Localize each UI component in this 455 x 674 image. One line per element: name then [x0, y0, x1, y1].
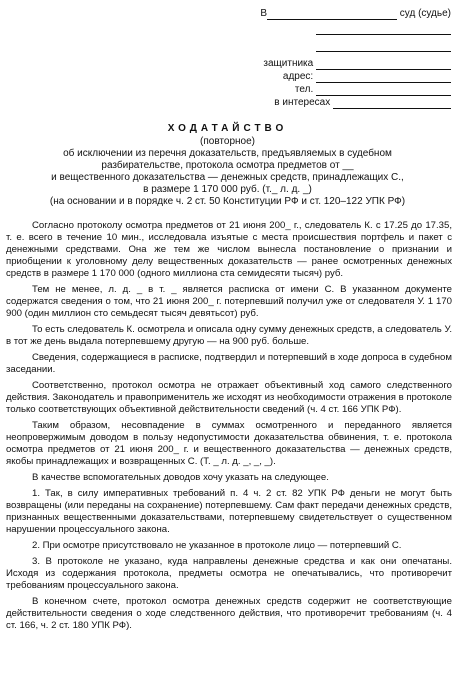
paragraph: Тем не менее, л. д. _ в т. _ является расписка от имени С. В указанном документе содержатся сведения о том, что 21 июня 200_ г. потерпевший получил уже от следователя У. 1 170 900 (один миллион сто семьдесят тысяч девятьсот) руб. [6, 284, 452, 319]
court-prefix: В [260, 8, 267, 19]
address-label: адрес: [282, 71, 314, 82]
document-title: ХОДАТАЙСТВО [167, 123, 288, 134]
phone-blank [316, 84, 451, 96]
title-line-4: в размере 1 170 000 руб. (т._ л. д. _) [143, 184, 312, 195]
paragraph: 2. При осмотре присутствовало не указанное в протоколе лицо — потерпевший С. [32, 540, 402, 551]
paragraph: В конечном счете, протокол осмотра денежных средств содержит не соответствующие действительности сведения о ходе следственного действия, что противоречит требованиям (ч. 4 ст. 166, ч. 2 ст. 180 УПК РФ). [6, 596, 452, 631]
court-blank [267, 8, 397, 20]
interests-blank [333, 97, 451, 109]
paragraph: 1. Так, в силу императивных требований п. 4 ч. 2 ст. 82 УПК РФ деньги не могут быть возвращены (или переданы на сохранение) потерпевшему. Сам факт передачи денежных средств, признанных вещественными доказательствами, потерпевшему свидетельствует о существенном нарушении процессуального закона. [6, 488, 452, 535]
court-line [260, 8, 451, 20]
defender-blank [316, 58, 451, 70]
defender-line [263, 58, 451, 70]
paragraph: Таким образом, несовпадение в суммах осмотренного и переданного является неопровержимым доводом в пользу недопустимости доказательства обвинения, т. е. протокола осмотра предметов от 21 июня 200_ г. и вещественного доказательства — денежных средств, якобы принадлежащих и возвращенных С. (Т. _ л. д. _, _, _). [6, 420, 452, 467]
phone-label: тел. [294, 84, 314, 95]
court-suffix: суд (судье) [399, 8, 451, 19]
blank-line-2 [316, 40, 451, 52]
phone-line [295, 84, 451, 96]
interests-label: в интересах [274, 97, 331, 108]
address-line [283, 71, 451, 83]
blank-line-1 [316, 23, 451, 35]
title-line-5: (на основании и в порядке ч. 2 ст. 50 Конституции РФ и ст. 120–122 УПК РФ) [49, 196, 406, 207]
document-body [6, 220, 452, 636]
paragraph: Сведения, содержащиеся в расписке, подтвердил и потерпевший в ходе допроса в судебном заседании. [6, 352, 452, 375]
paragraph: Соответственно, протокол осмотра не отражает объективный ход самого следственного действия. Законодатель и правоприменитель же исходят из необходимости отражения в протоколе только соответствующих объективной действительности сведений (ч. 4 ст. 166 УПК РФ). [6, 380, 452, 415]
paragraph: То есть следователь К. осмотрела и описала одну сумму денежных средств, а следователь У. в тот же день выдала потерпевшему другую — на 900 руб. больше. [6, 324, 452, 347]
paragraph: В качестве вспомогательных доводов хочу указать на следующее. [32, 472, 329, 483]
title-line-1: об исключении из перечня доказательств, предъявляемых в судебном [63, 148, 392, 159]
paragraph: Согласно протоколу осмотра предметов от 21 июня 200_ г., следователь К. с 17.25 до 17.35, т. е. всего в течение 10 мин., исследовала изъятые с места происшествия портфель и пакет с денежными средствами. Она же тем же числом вынесла постановление о признании и приобщении к уголовному делу вещественных доказательств — ранее осмотренных денежных средств в размере 1 170 000 (одного миллиона ста семидесяти тысяч) руб. [6, 220, 452, 279]
paragraph: 3. В протоколе не указано, куда направлены денежные средства и как они опечатаны. Исходя из содержания протокола, предметы осмотра не опечатывались, что противоречит требованиям процессуального закона. [6, 556, 452, 591]
document-subtitle: (повторное) [200, 136, 255, 147]
defender-label: защитника [263, 58, 314, 69]
title-line-3: и вещественного доказательства — денежных средств, принадлежащих С., [51, 172, 404, 183]
title-line-2: разбирательстве, протокола осмотра предметов от __ [101, 160, 354, 171]
address-blank [316, 71, 451, 83]
interests-line [274, 97, 451, 109]
